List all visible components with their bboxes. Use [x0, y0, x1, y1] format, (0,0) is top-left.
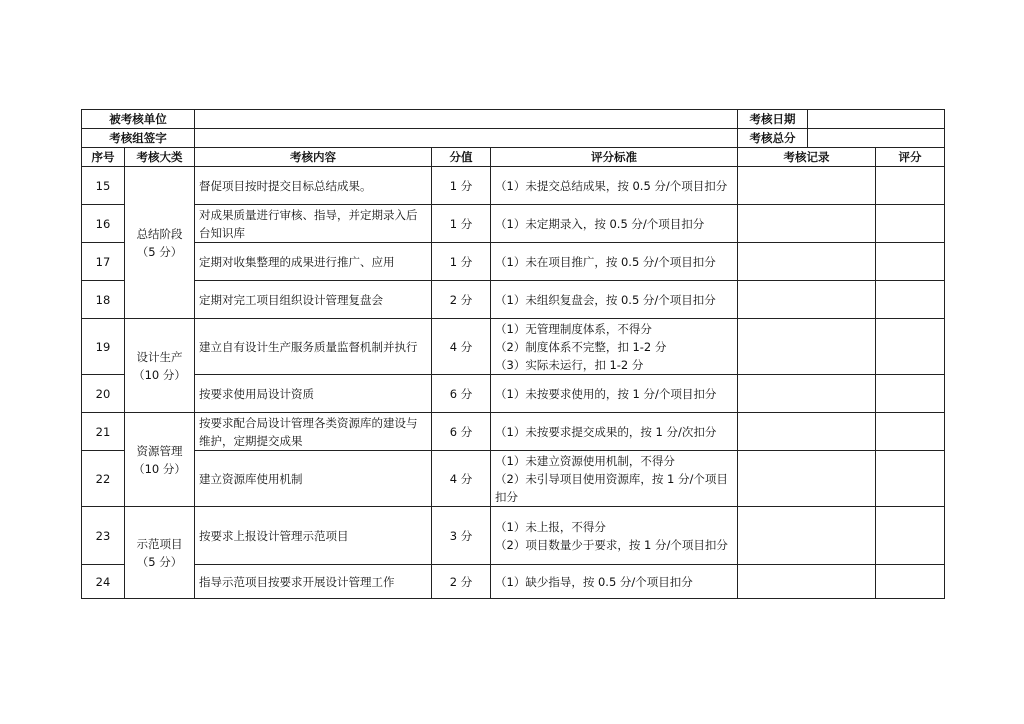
value-cell: 4 分: [432, 319, 491, 375]
score-cell[interactable]: [876, 205, 945, 243]
col-header-no: 序号: [82, 148, 125, 167]
value-cell: 1 分: [432, 167, 491, 205]
criteria-line: （1）未组织复盘会，按 0.5 分/个项目扣分: [495, 292, 716, 307]
value-cell: 2 分: [432, 565, 491, 599]
criteria-cell: [491, 205, 738, 243]
criteria-cell: [491, 167, 738, 205]
criteria-line: （3）实际未运行，扣 1-2 分: [495, 357, 644, 372]
content-cell: 对成果质量进行审核、指导，并定期录入后台知识库: [195, 205, 432, 243]
record-cell[interactable]: [738, 565, 876, 599]
value-cell: 4 分: [432, 451, 491, 507]
criteria-line: （2）制度体系不完整，扣 1-2 分: [495, 339, 667, 354]
value-cell: 6 分: [432, 413, 491, 451]
total-label: 考核总分: [738, 129, 808, 148]
row-no: 21: [82, 413, 125, 451]
category-score: （5 分）: [136, 554, 183, 569]
content-cell: 按要求配合局设计管理各类资源库的建设与维护，定期提交成果: [195, 413, 432, 451]
sign-label: 考核组签字: [82, 129, 195, 148]
category-name: 总结阶段: [136, 226, 183, 241]
category-name: 资源管理: [136, 443, 183, 458]
category-cell: [125, 413, 195, 507]
score-cell[interactable]: [876, 565, 945, 599]
content-cell: 建立资源库使用机制: [195, 451, 432, 507]
score-cell[interactable]: [876, 319, 945, 375]
category-score: （5 分）: [136, 244, 183, 259]
unit-value-cell[interactable]: [195, 110, 738, 129]
category-name: 设计生产: [136, 349, 183, 364]
criteria-line: （1）未建立资源使用机制，不得分: [495, 453, 675, 468]
record-cell[interactable]: [738, 413, 876, 451]
category-score: （10 分）: [133, 367, 186, 382]
date-value-cell[interactable]: [808, 110, 945, 129]
category-cell: [125, 319, 195, 413]
table-row: [82, 565, 945, 599]
col-header-content: 考核内容: [195, 148, 432, 167]
score-cell[interactable]: [876, 375, 945, 413]
row-no: 20: [82, 375, 125, 413]
sign-value-cell[interactable]: [195, 129, 738, 148]
criteria-cell: [491, 243, 738, 281]
content-cell: 督促项目按时提交目标总结成果。: [195, 167, 432, 205]
assessment-table: [81, 109, 945, 599]
row-no: 15: [82, 167, 125, 205]
criteria-cell: [491, 451, 738, 507]
value-cell: 3 分: [432, 507, 491, 565]
criteria-line: （1）缺少指导，按 0.5 分/个项目扣分: [495, 574, 693, 589]
score-cell[interactable]: [876, 507, 945, 565]
criteria-cell: [491, 319, 738, 375]
content-cell: 建立自有设计生产服务质量监督机制并执行: [195, 319, 432, 375]
score-cell[interactable]: [876, 167, 945, 205]
criteria-line: （1）未在项目推广，按 0.5 分/个项目扣分: [495, 254, 716, 269]
score-cell[interactable]: [876, 413, 945, 451]
value-cell: 6 分: [432, 375, 491, 413]
col-header-score: 评分: [876, 148, 945, 167]
score-cell[interactable]: [876, 451, 945, 507]
header-row-unit: [82, 110, 945, 129]
score-cell[interactable]: [876, 281, 945, 319]
content-cell: 定期对完工项目组织设计管理复盘会: [195, 281, 432, 319]
criteria-cell: [491, 565, 738, 599]
value-cell: 1 分: [432, 205, 491, 243]
table-row: [82, 413, 945, 451]
row-no: 24: [82, 565, 125, 599]
category-name: 示范项目: [136, 536, 183, 551]
record-cell[interactable]: [738, 375, 876, 413]
total-value-cell[interactable]: [808, 129, 945, 148]
category-cell: [125, 167, 195, 319]
record-cell[interactable]: [738, 167, 876, 205]
table-row: [82, 281, 945, 319]
col-header-value: 分值: [432, 148, 491, 167]
criteria-cell: [491, 413, 738, 451]
criteria-cell: [491, 507, 738, 565]
unit-label: 被考核单位: [82, 110, 195, 129]
criteria-line: （1）未上报，不得分: [495, 519, 606, 534]
criteria-line: （2）未引导项目使用资源库，按 1 分/个项目扣分: [495, 471, 728, 504]
date-label: 考核日期: [738, 110, 808, 129]
row-no: 23: [82, 507, 125, 565]
table-row: [82, 507, 945, 565]
value-cell: 2 分: [432, 281, 491, 319]
row-no: 19: [82, 319, 125, 375]
row-no: 22: [82, 451, 125, 507]
row-no: 16: [82, 205, 125, 243]
col-header-record: 考核记录: [738, 148, 876, 167]
record-cell[interactable]: [738, 319, 876, 375]
criteria-line: （1）未按要求提交成果的，按 1 分/次扣分: [495, 424, 717, 439]
criteria-line: （2）项目数量少于要求，按 1 分/个项目扣分: [495, 537, 728, 552]
row-no: 17: [82, 243, 125, 281]
column-header-row: [82, 148, 945, 167]
content-cell: 按要求使用局设计资质: [195, 375, 432, 413]
content-cell: 指导示范项目按要求开展设计管理工作: [195, 565, 432, 599]
criteria-cell: [491, 281, 738, 319]
criteria-line: （1）未按要求使用的，按 1 分/个项目扣分: [495, 386, 717, 401]
category-score: （10 分）: [133, 461, 186, 476]
content-cell: 按要求上报设计管理示范项目: [195, 507, 432, 565]
criteria-line: （1）未提交总结成果，按 0.5 分/个项目扣分: [495, 178, 728, 193]
table-row: [82, 375, 945, 413]
record-cell[interactable]: [738, 243, 876, 281]
table-row: [82, 451, 945, 507]
category-cell: [125, 507, 195, 599]
record-cell[interactable]: [738, 507, 876, 565]
record-cell[interactable]: [738, 205, 876, 243]
record-cell[interactable]: [738, 281, 876, 319]
table-row: [82, 167, 945, 205]
criteria-line: （1）无管理制度体系，不得分: [495, 321, 652, 336]
record-cell[interactable]: [738, 451, 876, 507]
row-no: 18: [82, 281, 125, 319]
col-header-criteria: 评分标准: [491, 148, 738, 167]
score-cell[interactable]: [876, 243, 945, 281]
table-row: [82, 319, 945, 375]
header-row-sign: [82, 129, 945, 148]
table-row: [82, 205, 945, 243]
criteria-line: （1）未定期录入，按 0.5 分/个项目扣分: [495, 216, 705, 231]
table-row: [82, 243, 945, 281]
value-cell: 1 分: [432, 243, 491, 281]
criteria-cell: [491, 375, 738, 413]
content-cell: 定期对收集整理的成果进行推广、应用: [195, 243, 432, 281]
col-header-category: 考核大类: [125, 148, 195, 167]
